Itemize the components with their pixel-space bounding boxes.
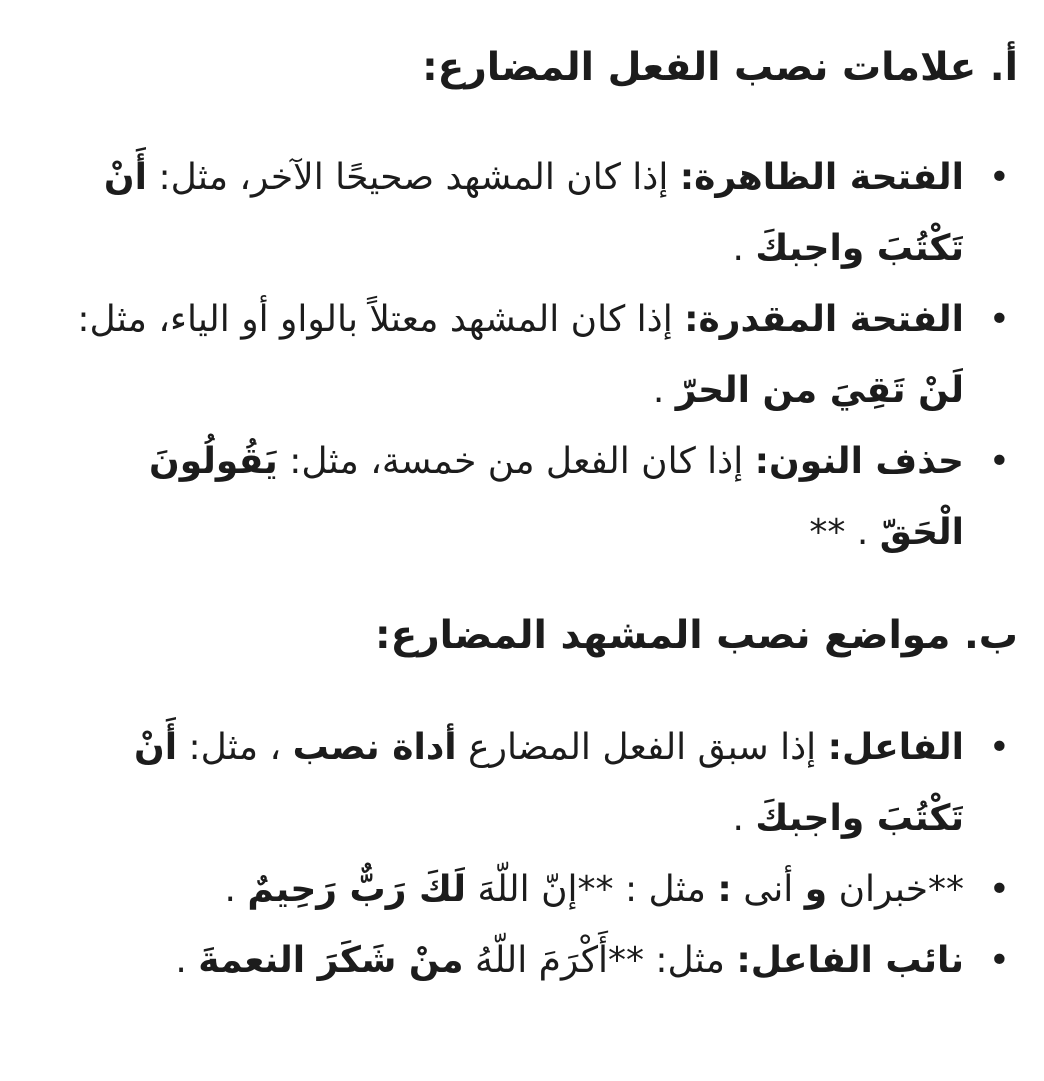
- list-item: [70, 854, 1018, 925]
- text: .: [224, 869, 248, 910]
- emphasis: :: [717, 869, 732, 910]
- term: الفتحة المقدرة:: [684, 299, 964, 340]
- bullet-icon: •: [988, 157, 1010, 198]
- section-b-list: [70, 712, 1018, 996]
- text: مثل : **إنّ اللّهَ: [466, 869, 718, 910]
- list-item: [70, 925, 1018, 996]
- text: . **: [809, 512, 880, 553]
- bullet-icon: •: [988, 441, 1010, 482]
- bullet-icon: •: [988, 299, 1010, 340]
- list-item: [70, 426, 1018, 568]
- emphasis: و: [804, 869, 828, 910]
- list-item-body: [134, 727, 964, 839]
- list-item: [70, 142, 1018, 284]
- bullet-icon: •: [988, 727, 1010, 768]
- example: منْ شَكَرَ النعمةَ: [198, 940, 464, 981]
- list-item-body: [149, 441, 964, 553]
- list-item-body: [77, 299, 964, 411]
- section-b-heading: ب. مواضع نصب المشهد المضارع:: [374, 613, 1018, 658]
- emphasis: أداة نصب: [292, 727, 457, 768]
- text: مثل: **أَكْرَمَ اللّهُ: [463, 940, 737, 981]
- bullet-icon: •: [988, 869, 1010, 910]
- text: **خبران: [827, 869, 964, 910]
- text: أنى: [731, 869, 805, 910]
- text: إذا كان الفعل من خمسة، مثل:: [277, 441, 755, 482]
- section-a-list: [70, 142, 1018, 568]
- list-item: [70, 284, 1018, 426]
- term: الفتحة الظاهرة:: [679, 157, 964, 198]
- example: أَنْ تَكْتُبَ واجبكَ: [103, 157, 964, 269]
- text: إذا كان المشهد معتلاً بالواو أو الياء، مثل:: [77, 299, 685, 340]
- list-item-body: [104, 157, 964, 269]
- list-item-body: [225, 869, 964, 910]
- list-item-body: [175, 940, 964, 981]
- example: يَقُولُونَ الْحَقّ: [149, 441, 964, 553]
- list-item: [70, 712, 1018, 854]
- example: لَكَ رَبٌّ رَحِيمٌ: [247, 869, 467, 910]
- bullet-icon: •: [988, 940, 1010, 981]
- term: حذف النون:: [754, 441, 964, 482]
- term: نائب الفاعل:: [736, 940, 964, 981]
- example: أَنْ تَكْتُبَ واجبكَ: [134, 727, 964, 839]
- text: .: [732, 798, 756, 839]
- text: ، مثل:: [177, 727, 293, 768]
- term: الفاعل:: [827, 727, 964, 768]
- text: .: [175, 940, 199, 981]
- text: .: [732, 228, 756, 269]
- text: إذا كان المشهد صحيحًا الآخر، مثل:: [147, 157, 680, 198]
- text: .: [652, 370, 676, 411]
- example: لَنْ تَقِيَ من الحرّ: [675, 370, 964, 411]
- section-a-heading: أ. علامات نصب الفعل المضارع:: [422, 45, 1018, 90]
- text: إذا سبق الفعل المضارع: [456, 727, 828, 768]
